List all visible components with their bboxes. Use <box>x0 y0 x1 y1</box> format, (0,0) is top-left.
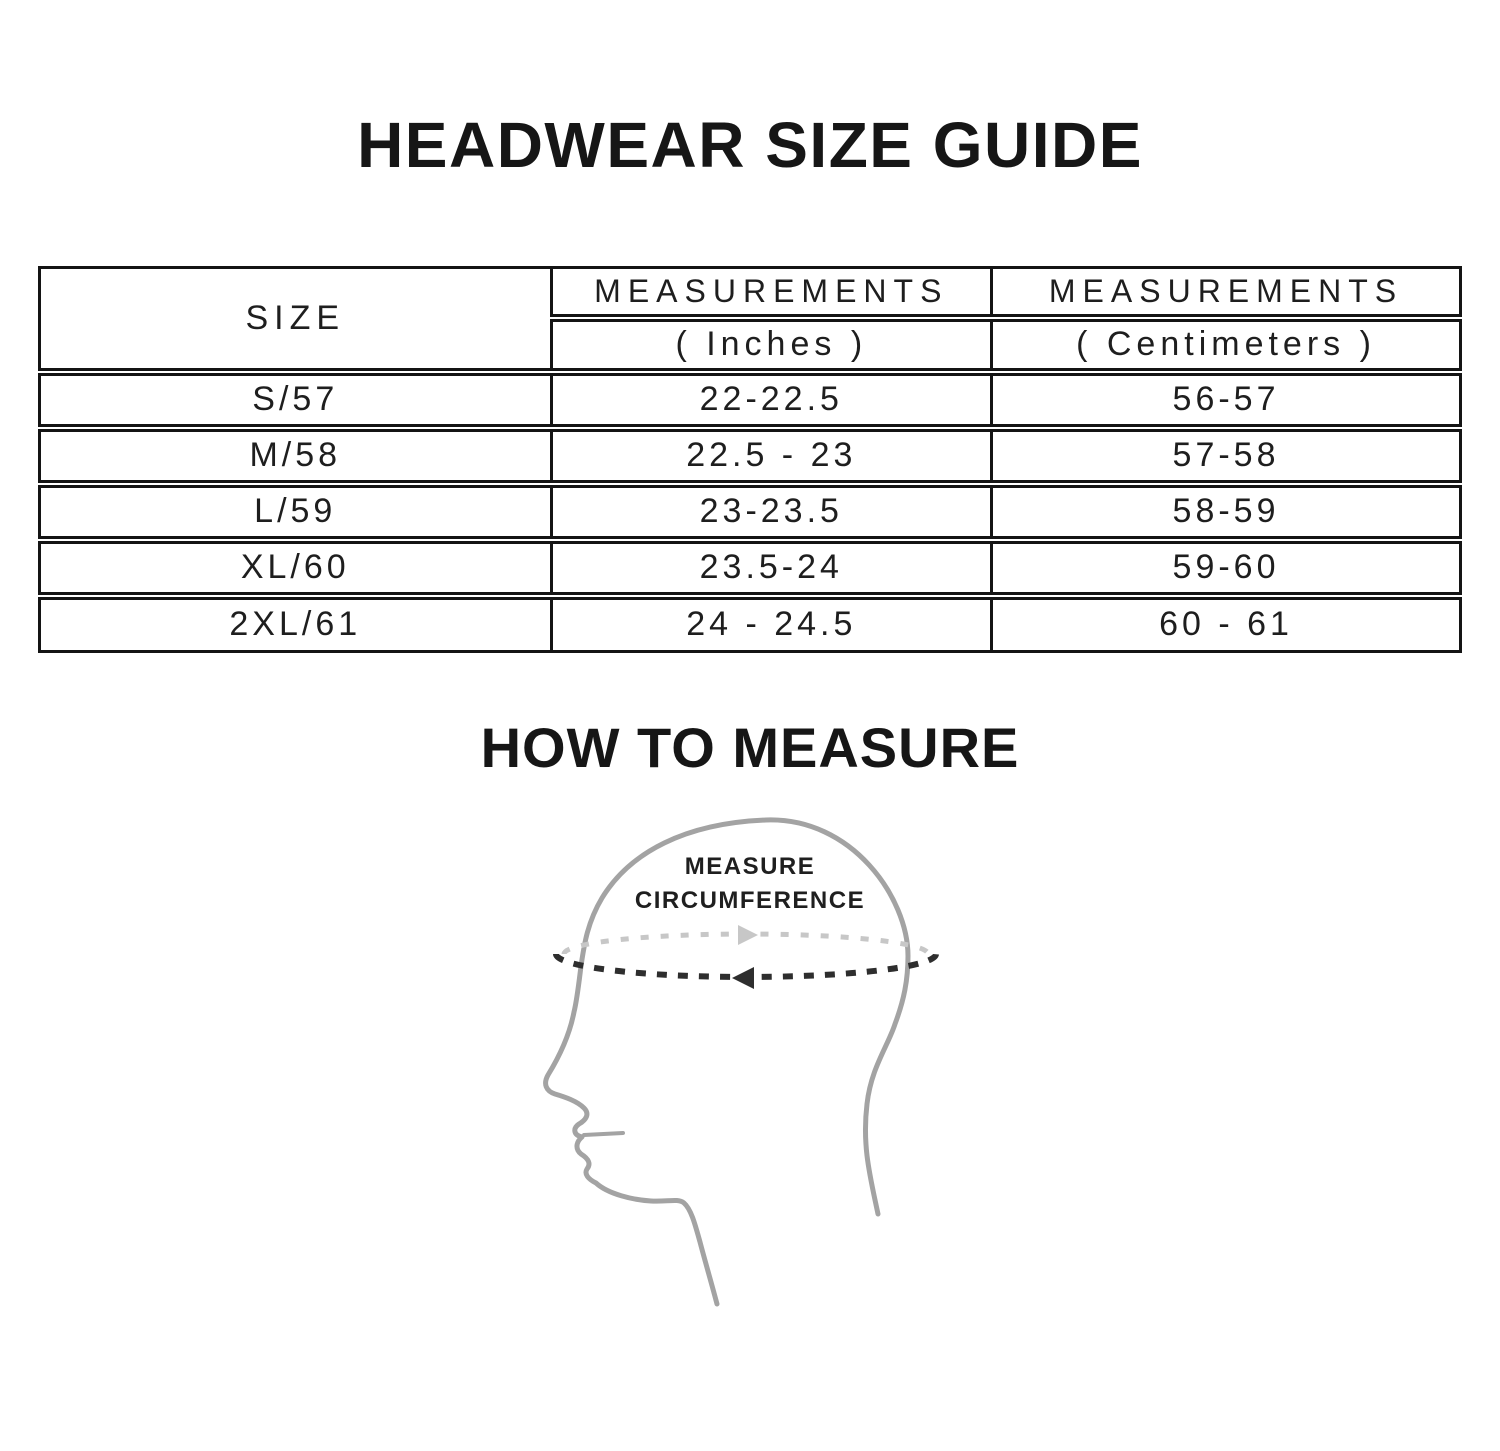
inches-cell: 23-23.5 <box>551 484 992 540</box>
table-header <box>40 268 1461 372</box>
table-row <box>40 428 1461 484</box>
table-row <box>40 484 1461 540</box>
inches-cell: 24 - 24.5 <box>551 596 992 652</box>
arrow-right-icon <box>738 925 758 945</box>
size-cell: 2XL/61 <box>40 596 552 652</box>
measure-circumference-label <box>490 850 1010 917</box>
cm-cell: 58-59 <box>992 484 1461 540</box>
cm-cell: 57-58 <box>992 428 1461 484</box>
table-header-row-1 <box>40 268 1461 318</box>
measure-label-line1: MEASURE <box>684 853 816 880</box>
inches-unit-header: ( Inches ) <box>551 318 992 372</box>
mouth-line <box>584 1133 623 1135</box>
measurements-cm-header: MEASUREMENTS <box>992 268 1461 318</box>
table-row <box>40 540 1461 596</box>
arrow-left-icon <box>732 967 754 989</box>
size-cell: L/59 <box>40 484 552 540</box>
headwear-size-table <box>38 266 1462 653</box>
inches-cell: 22.5 - 23 <box>551 428 992 484</box>
measure-label-line2: CIRCUMFERENCE <box>634 886 866 914</box>
centimeters-unit-header: ( Centimeters ) <box>992 318 1461 372</box>
size-cell: XL/60 <box>40 540 552 596</box>
page-title: HEADWEAR SIZE GUIDE <box>357 109 1143 181</box>
measurements-inches-header: MEASUREMENTS <box>551 268 992 318</box>
inches-cell: 22-22.5 <box>551 372 992 428</box>
cm-cell: 59-60 <box>992 540 1461 596</box>
inches-cell: 23.5-24 <box>551 540 992 596</box>
head-measurement-illustration <box>490 804 1010 1336</box>
size-cell: M/58 <box>40 428 552 484</box>
cm-cell: 60 - 61 <box>992 596 1461 652</box>
table-body <box>40 372 1461 652</box>
cm-cell: 56-57 <box>992 372 1461 428</box>
table-row <box>40 596 1461 652</box>
table-row <box>40 372 1461 428</box>
size-cell: S/57 <box>40 372 552 428</box>
size-column-header: SIZE <box>40 268 552 372</box>
how-to-measure-heading: HOW TO MEASURE <box>480 716 1020 779</box>
